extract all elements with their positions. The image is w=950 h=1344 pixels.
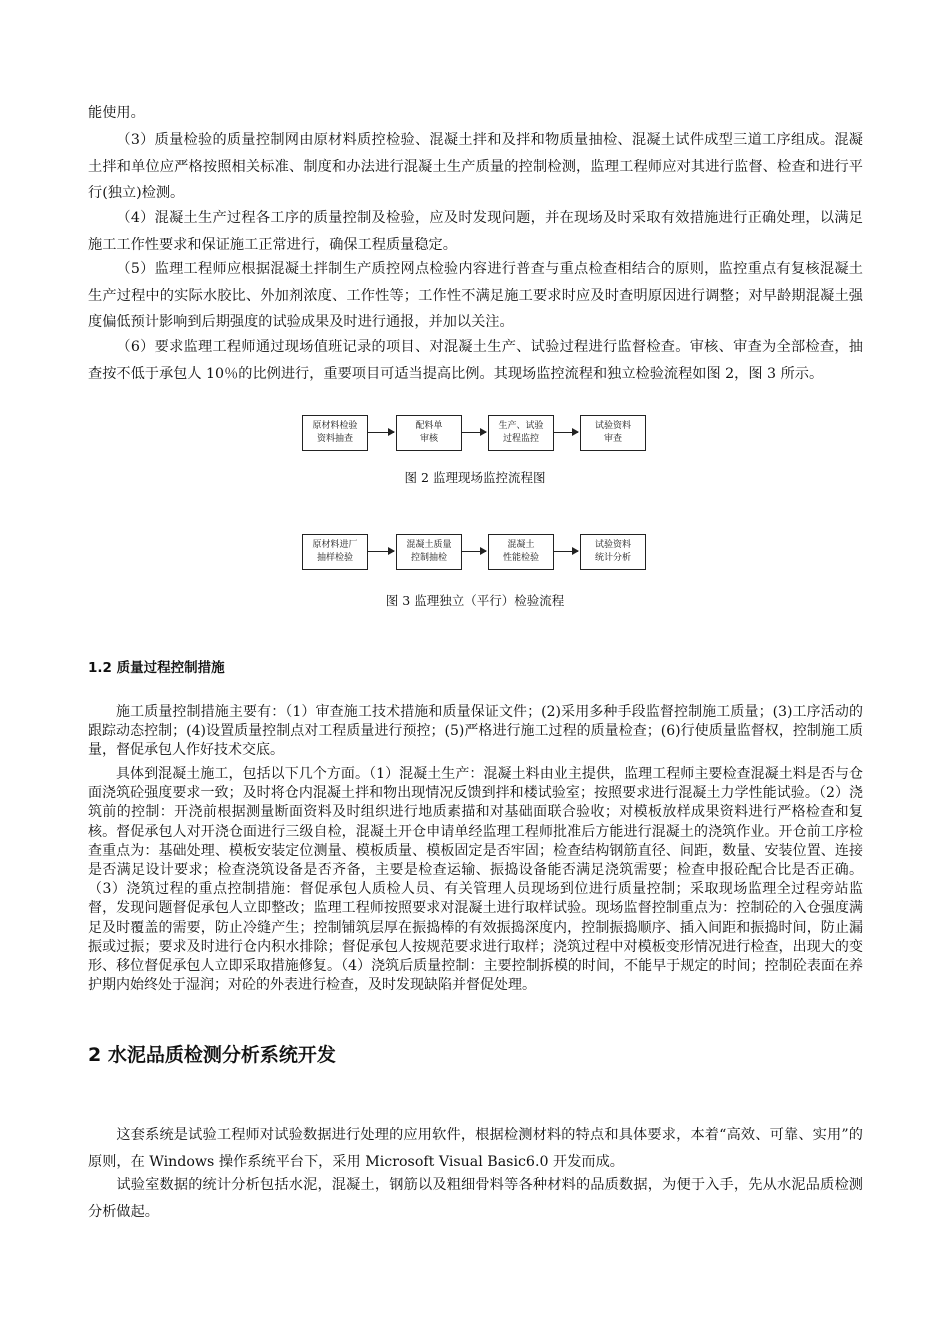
figure3-step-1: 原材料进厂 抽样检验 [302, 534, 368, 570]
section-2-paragraph-1: 这套系统是试验工程师对试验数据进行处理的应用软件，根据检测材料的特点和具体要求，本着“高效、可靠、实用”的原则，在 Windows 操作系统平台下，采用 Microsoft Visual Basic6.0 开发而成。 [88, 1127, 863, 1170]
figure2-step-2: 配料单 审核 [396, 415, 462, 451]
paragraph-item-6: （6）要求监理工程师通过现场值班记录的项目、对混凝土生产、试验过程进行监督检查。审核、审查为全部检查，抽查按不低于承包人 10％的比例进行，重要项目可适当提高比例。其现场监控流程和独立检验流程如图 2，图 3 所示。 [88, 339, 863, 382]
figure2-arrow-1 [368, 432, 394, 433]
paragraph-continuation: 能使用。 [88, 105, 145, 121]
figure3-step-2: 混凝土质量 控制抽检 [396, 534, 462, 570]
figure2-flowchart [300, 415, 650, 455]
paragraph-item-4: （4）混凝土生产过程各工序的质量控制及检验，应及时发现问题，并在现场及时采取有效措施进行正确处理，以满足施工工作性要求和保证施工正常进行，确保工程质量稳定。 [88, 210, 863, 253]
figure3-step-4: 试验资料 统计分析 [580, 534, 646, 570]
paragraph-item-5: （5）监理工程师应根据混凝土拌制生产质控网点检验内容进行普查与重点检查相结合的原则，监控重点有复核混凝土生产过程中的实际水胶比、外加剂浓度、工作性等；工作性不满足施工要求时应及时查明原因进行调整；对早龄期混凝土强度偏低预计影响到后期强度的试验成果及时进行通报，并加以关注。 [88, 261, 863, 330]
figure3-arrow-3 [554, 551, 578, 552]
figure2-arrow-3 [554, 432, 578, 433]
figure2-step-4: 试验资料 审查 [580, 415, 646, 451]
figure2-caption: 图 2 监理现场监控流程图 [404, 470, 546, 485]
figure3-step-3: 混凝土 性能检验 [488, 534, 554, 570]
section-heading-2: 2 水泥品质检测分析系统开发 [88, 1044, 336, 1066]
section-1-2-paragraph-2: 具体到混凝土施工，包括以下几个方面。（1）混凝土生产：混凝土料由业主提供，监理工程师主要检查混凝土料是否与仓面浇筑砼强度要求一致；及时将仓内混凝土拌和物出现情况反馈到拌和楼试验室；按照要求进行混凝土力学性能试验。（2）浇筑前的控制：开浇前根据测量断面资料及时组织进行地质素描和对基础面联合验收；对模板放样成果资料进行严格检查和复核。督促承包人对开浇仓面进行三级自检，混凝土开仓申请单经监理工程师批准后方能进行混凝土的浇筑作业。开仓前工序检查重点为：基础处理、模板安装定位测量、模板质量、模板固定是否牢固；检查结构钢筋直径、间距，数量、安装位置、连接是否满足设计要求；检查浇筑设备是否齐备，主要是检查运输、振捣设备能否满足浇筑需要；检查申报砼配合比是否正确。（3）浇筑过程的重点控制措施：督促承包人质检人员、有关管理人员现场到位进行质量控制；采取现场监理全过程旁站监督，发现问题督促承包人立即整改；监理工程师按照要求对混凝土进行取样试验。现场监督控制重点为：控制砼的入仓强度满足及时覆盖的需要，防止冷缝产生；控制铺筑层厚在振捣棒的有效振捣深度内，控制振捣顺序、插入间距和振捣时间，防止漏振或过振；要求及时进行仓内积水排除；督促承包人按规范要求进行取样；浇筑过程中对模板变形情况进行检查，出现大的变形、移位督促承包人立即采取措施修复。（4）浇筑后质量控制：主要控制拆模的时间，不能早于规定的时间；控制砼表面在养护期内始终处于湿润；对砼的外表进行检查，及时发现缺陷并督促处理。 [88, 766, 863, 994]
section-1-2-paragraph-1: 施工质量控制措施主要有：（1）审查施工技术措施和质量保证文件；(2)采用多种手段监督控制施工质量；(3)工序活动的跟踪动态控制；(4)设置质量控制点对工程质量进行预控；(5)严格进行施工过程的质量检查；(6)行使质量监督权，控制施工质量，督促承包人作好技术交底。 [88, 704, 863, 759]
figure2-step-1: 原材料检验 资料抽查 [302, 415, 368, 451]
paragraph-item-3: （3）质量检验的质量控制网由原材料质控检验、混凝土拌和及拌和物质量抽检、混凝土试件成型三道工序组成。混凝土拌和单位应严格按照相关标准、制度和办法进行混凝土生产质量的控制检测，监理工程师应对其进行监督、检查和进行平行(独立)检测。 [88, 132, 863, 201]
figure3-arrow-2 [462, 551, 486, 552]
figure2-step-3: 生产、试验 过程监控 [488, 415, 554, 451]
section-heading-1-2: 1.2 质量过程控制措施 [88, 660, 225, 676]
section-2-paragraph-2: 试验室数据的统计分析包括水泥，混凝土，钢筋以及粗细骨料等各种材料的品质数据，为便于入手，先从水泥品质检测分析做起。 [88, 1177, 863, 1220]
figure2-arrow-2 [462, 432, 486, 433]
figure3-arrow-1 [368, 551, 394, 552]
figure3-caption: 图 3 监理独立（平行）检验流程 [385, 593, 565, 608]
figure3-flowchart [300, 534, 650, 574]
